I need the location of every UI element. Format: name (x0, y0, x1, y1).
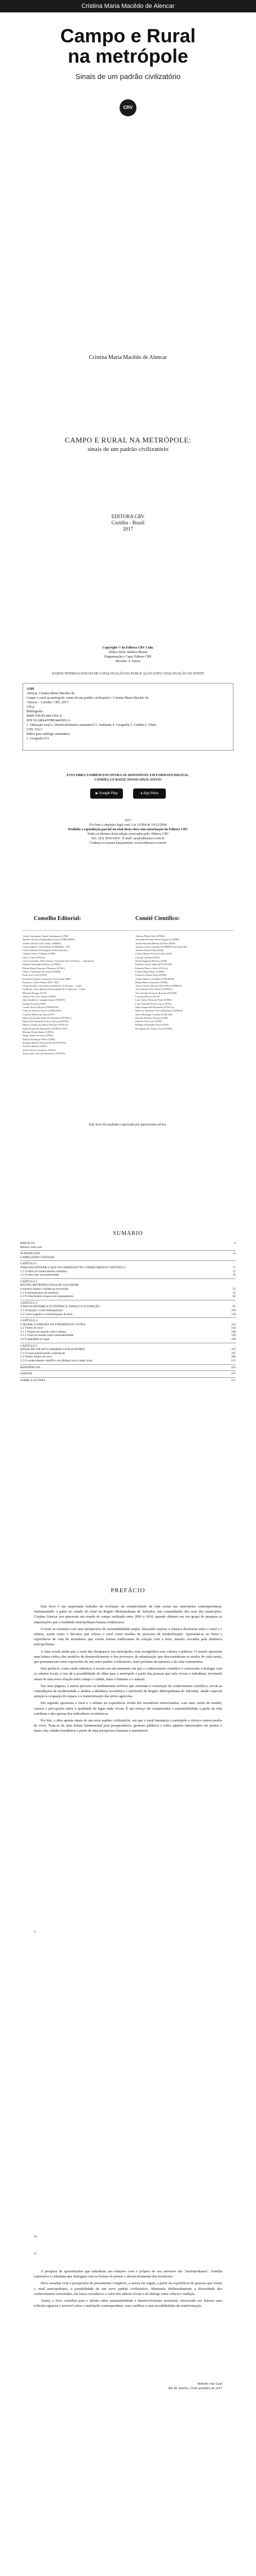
editorial-member: Lídia de Oliveira Xavier (UNIEURO) (23, 1009, 61, 1013)
scientific-member: Jorge Luís de Oliveira Pinto Filho (UFERSA) (135, 984, 182, 988)
toc-entry-page: 103 (231, 1308, 236, 1312)
toc-entry-page: 15 (232, 1252, 236, 1256)
cover-title-line1: Campo e Rural (60, 25, 196, 47)
toc-entry-title: SOBRE A AUTORA (20, 1378, 46, 1382)
toc-entry-title: 5.2 Outros modos de viver (20, 1355, 52, 1359)
toc-entry (20, 1334, 236, 1338)
toc-entry-title: CAPÍTULO 3 (20, 1301, 38, 1305)
editorial-member: Andréia da Silva Quintanilha Sousa (UNIR/UFRN) (23, 938, 75, 941)
toc-entry (20, 1266, 236, 1270)
scientific-member: Helga Midori Iwamoto (UFRB) (135, 980, 168, 984)
page-number: 11 (34, 2252, 37, 2255)
scientific-member: Antonio Carlos Giuliani (UNIMEP-Piracicaba-SP) (135, 945, 187, 948)
toc-entry-title: ANEXOS (20, 1372, 33, 1376)
scientific-member: Carlos Alberto Ferreira Lima (UnB) (135, 952, 172, 956)
toc-entry-title: O RURAL E URBANO NA EXPERIÊNCIA VIVIDA (20, 1322, 86, 1326)
editorial-member: Leonel Severo Rocha (UNISINOS) (23, 1005, 59, 1009)
toc-entry (20, 1252, 236, 1256)
toc-entry (20, 1242, 236, 1246)
toc-entry-title: REFERÊNCIAS (20, 1365, 41, 1369)
toc-entry-title: 1.1 O olhar do conhecimento científico (20, 1269, 67, 1273)
editorial-member: Eduardo Fernandes Barbosa (UFMG) (23, 963, 61, 966)
preface-paragraph: Este prefácio, como então sabemos, é escrito em um momento em que o conhecimento científico é convocado a dialogar com os saberes locais, e nos dá a possibilidade de olhar para a metrópole a partir das pessoas que nela vivem e trabalham, revelando sinais de uma nova relação entre campo e cidade, entre o humano e o natural. (34, 1667, 222, 1681)
toc-entry-title: 2.2 O crescimento urbano sem planejamento (20, 1295, 74, 1299)
editorial-member: Maria de Lourdes Pinto de Almeida (UNOESC) (23, 1016, 72, 1019)
toc-divider (20, 1377, 236, 1378)
toc-entry-page: 118 (231, 1312, 236, 1316)
toc-entry-title: 2.1 A infraestrutura do território (20, 1291, 59, 1295)
toc-divider (20, 1364, 236, 1365)
toc-entry (20, 1372, 236, 1376)
toc-entry-title: 4.1.1 Valores do mundo rural e urbano (20, 1330, 67, 1334)
editorial-member: Gloria Fariñas León (Universidade de La Havana – Cuba) (23, 984, 82, 988)
review-line: Revisão: A Autora (116, 660, 140, 663)
signature-name: Roberto José Leal (197, 2382, 222, 2386)
scientific-member: Antonio Isidro-Filho (UnB) (135, 949, 164, 952)
closing-page (0, 2246, 256, 2576)
editorial-member: Jailson Alves dos Santos (UFRJ) (23, 995, 56, 998)
preface-paragraph: O texto se estrutura com uma perspectiva de sustentabilidade ampla, buscando superar a clássica dicotomia entre o rural e o urbano, assim como o discurso que coloca o rural como resíduo do processo de modernização. Apresenta-se ao leitor a experiência de vida de moradores que vivem formas tradicionais de relação com a terra, mesmo cercados pela dinâmica metropolitana. (34, 1627, 222, 1647)
app-store-label: App Store (143, 792, 158, 795)
editorial-member: Sydione Santos (UEPG) (23, 1045, 47, 1048)
toc-entry-page: 35 (232, 1273, 236, 1277)
scientific-member: Claudio Gontijo (UFSJ) (135, 956, 160, 959)
toc-entry-title: COMEÇANDO A PENSAR (20, 1255, 55, 1259)
closing-body (34, 2269, 222, 2310)
toc-entry-title: 5.3 O conhecimento científico em diálogo com o saber local (20, 1359, 92, 1363)
toc-entry (20, 1323, 236, 1327)
toc-entry-page: 168 (231, 1338, 236, 1342)
editorial-member: Solange Helena Ximenes-Rocha (UFOPA) (23, 1041, 66, 1044)
toc-entry (20, 1326, 236, 1330)
toc-divider (20, 1260, 236, 1261)
publisher-name: EDITORA CRV (111, 514, 145, 519)
google-play-label: Google Play (99, 792, 118, 795)
scientific-member: Maurício Moreira e Silva Bernardes (UFRGS) (135, 1009, 183, 1013)
toc-entry-title: economia baiana e dinâmicas territoriais (20, 1287, 69, 1291)
editorial-member: Paulo Romualdo Hernandes (UNIFAL-MG) (23, 1027, 68, 1030)
toc-entry-page: 215 (231, 1359, 236, 1363)
scientific-member: Luiz Fernando Fortes Garcia (FAG) (135, 1002, 172, 1005)
editorial-member: Rodrigo Pratte-Santos (UFES) (23, 1031, 54, 1034)
layout-line: Diagramação e Capa: Editora CRV (104, 655, 152, 659)
legal-contact: Tel.: (41) 3039-6418 - E-mail: sac@editoracrv.com.br (91, 837, 165, 840)
page-number: 9 (34, 1930, 36, 1934)
digital-note-line2: CONHEÇA E BAIXE NOSSO APLICATIVO! (94, 778, 162, 782)
editorial-member: João Adalberto Campato Junior (UNESP) (23, 998, 65, 1002)
preface-paragraph: Em seguida, apresenta o rural e o urbano na experiência vivida dos moradores entrevistados, com suas visões de mundo, valores e percepções sobre a qualidade do lugar onde vivem. É um esforço de compreender a sustentabilidade a partir da vida cotidiana e não apenas dos indicadores econômicos. (34, 1701, 222, 1716)
toc-entry (20, 1287, 236, 1291)
toc-entry-page: 237 (231, 1372, 236, 1376)
title-page-author: Cristina Maria Macêdo de Alencar (89, 354, 167, 361)
copyright-block (23, 646, 233, 664)
toc-entry (20, 1338, 236, 1342)
signature-place-date: Rio de Janeiro, 19 de setembro de 2017 (168, 2387, 222, 2390)
toc-entry-title: PREFÁCIO (20, 1242, 35, 1245)
preface-paragraph: Por fim, a obra aponta sinais de um novo padrão civilizatório, em que o rural humaniza a metrópole e oferece outros modos de viver. Trata-se de uma leitura fundamental para pesquisadores, gestores públicos e todos aqueles interessados em pensar o futuro das cidades brasileiras a partir de uma perspectiva humana e sustentável. (34, 1719, 222, 1733)
cip-record-box (23, 683, 233, 751)
toc-entry-page: 85 (232, 1305, 236, 1309)
scientific-member: Maria Aparecida Bernardes (UFSCar) (135, 1005, 174, 1009)
legal-site: Conheça os nossos lançamentos: www.editoracrv.com.br (89, 842, 167, 845)
preface-body (34, 1604, 222, 1736)
crv-logo-icon: CRV (120, 99, 136, 116)
title-page-publisher-block (0, 514, 256, 532)
scientific-member: Ricardo Moreira Tavares (UnB) (135, 1016, 168, 1019)
legal-rights: Todos os direitos desta edição reservados pela: Editora CRV (87, 833, 169, 836)
toc-entry (20, 1262, 236, 1266)
editorial-member: Tadeu Oliver Gonçalves (UFPA) (23, 1048, 56, 1052)
preface-paragraph: Este livro é um importante trabalho de revelação da complexidade da vida social nas metrópoles contemporâneas, fundamentado a partir do estudo do rural na Região Metropolitana de Salvador, nas comunidades dos seus dez municípios. Cristina Alencar nos apresenta um estudo de campo realizado entre 2001 e 2010, quando debateu em seu grupo de pesquisa as inquietações que a realidade metropolitana baiana evidenciava. (34, 1605, 222, 1624)
scientific-member: Olavo Henrique Lordelo (UNILAB) (135, 1013, 173, 1016)
toc-entry-title: 3.2 Cultura agrária e transformação da terra (20, 1312, 73, 1316)
scientific-member: Gilmar Ribeiro de Mello (UNESPAR) (135, 977, 174, 980)
legal-block (23, 818, 233, 845)
cip-record-id: A368 (27, 687, 34, 691)
cip-line: 1. Geografia 911 (27, 737, 50, 741)
cover-title-line2: na metrópole (68, 46, 188, 67)
legal-prohibited: Proibida a reprodução parcial ou total desta obra sem autorização da Editora CRV (68, 828, 188, 831)
toc-entry (20, 1246, 236, 1250)
scientific-board-title: Comitê Científico: (135, 915, 180, 922)
toc-entry-title: 4.2 A qualidade do lugar (20, 1338, 50, 1342)
toc-entry (20, 1295, 236, 1299)
digital-note-line1: ESTA OBRA TAMBÉM ENCONTRA-SE DISPONÍVEL EM FORMATO DIGITAL. (67, 774, 189, 777)
preface-page (0, 1558, 256, 2247)
toc-entry-page: 197 (231, 1351, 236, 1355)
scientific-board-list (135, 935, 231, 1031)
scientific-member: Lucimar Roscoe (UCS) (135, 995, 160, 998)
toc-entry-page: 9 (234, 1242, 236, 1245)
editorial-member: Élsio José Corá (UFFS) (23, 974, 47, 977)
toc-entry-title: Roberto José Leal (20, 1245, 42, 1249)
scientific-member: Frederico Seixas Dias (UFRB) (135, 974, 167, 977)
publisher-city: Curitiba - Brasil (111, 520, 145, 525)
editorial-member: Simone Rodrigues Pinto (UNB) (23, 1037, 55, 1041)
editorial-member: Sérgio Nunes de Jesus (IFRO) (23, 1034, 54, 1037)
toc-entry-title: INTRODUÇÃO (20, 1252, 41, 1256)
toc-entry (20, 1379, 236, 1383)
cip-line: Alencar, Cristina Maria Macêdo de. (27, 692, 76, 695)
toc-entry-title: CAPÍTULO 1 (20, 1262, 38, 1266)
scientific-member: Rosangela dos Santos Alves (UFPE) (135, 1027, 173, 1030)
cip-line: Índice para catálogo sistemático (27, 733, 70, 736)
cip-line: 1. Educação rural 2. Desenvolvimento sustentável 3. Ambiente 4. Geografia 5. Cidades I. Título (27, 724, 157, 727)
toc-divider (20, 1250, 236, 1251)
summary-page (0, 1185, 256, 1558)
title-page (0, 339, 256, 621)
google-play-icon: ▶ (95, 792, 99, 795)
toc-entry-title: REGIÃO METROPOLITANA DE SALVADOR: (20, 1283, 80, 1287)
signature-block (141, 2382, 222, 2391)
page-number: 10 (34, 2235, 37, 2238)
editorial-board-list (23, 935, 118, 1055)
cover-subtitle: Sinais de um padrão civilizatório (75, 72, 181, 81)
editorial-board-title: Conselho Editorial: (34, 915, 81, 922)
editorial-member: Carlos Federico Dominguez Avila (Unieuro) (23, 949, 68, 952)
editorial-member: Guillermo Arias Beatón (Universidade de La Havana – Cuba) (23, 988, 86, 991)
editorial-member: Celso Conti (UFSCar) (23, 956, 46, 959)
scientific-member: Rodrigo Fernandes Freire (USP) (135, 1023, 169, 1027)
toc-entry-page: 149 (231, 1330, 236, 1334)
editorial-member: Antônio Pereira Gaio Júnior (UFRRJ) (23, 941, 61, 945)
toc-entry (20, 1291, 236, 1295)
toc-entry-title: CAPÍTULO 5 (20, 1344, 38, 1348)
editor-line: Editor-chefe: Railson Moura (108, 651, 148, 654)
toc-entry-page: 206 (231, 1355, 236, 1359)
preface-paragraph: A obra revela ainda que o rural não desaparece nas metrópoles, mas ressignifica seus valores e práticas. O estudo apresenta uma leitura crítica dos modelos de desenvolvimento e dos processos de urbanização que desconsideram os modos de vida rurais, que permanecem como expressões de um outro padrão civilizatório, mais próximo da natureza e da vida comunitária. (34, 1649, 222, 1664)
digital-note (23, 773, 233, 782)
toc-entry-page: 27 (232, 1265, 236, 1269)
scientific-member: André Eduardo Ribeiro da Silva (IFSP) (135, 941, 176, 945)
editorial-member: Cesar Gerónimo Tello (Univer. Nacional Três de Febrero – Argentina) (23, 960, 94, 963)
google-play-badge[interactable] (90, 788, 123, 799)
legal-year: 2017 (125, 819, 131, 822)
apple-icon: ● (140, 792, 143, 795)
editorial-member: Aldira Guimarães Duarte Domínguez (UNB) (23, 935, 69, 937)
toc-entry (20, 1359, 236, 1363)
preface-heading: PREFÁCIO (111, 1587, 145, 1594)
toc-entry (20, 1330, 236, 1334)
toc-entry (20, 1348, 236, 1352)
copyright-line: Copyright © da Editora CRV Ltda. (102, 646, 154, 650)
toc-entry-page: 257 (231, 1378, 236, 1382)
table-of-contents (20, 1242, 236, 1382)
cip-line: DOI 10.24824/978854441901.4 (27, 719, 70, 722)
toc-entry-page: 62 (232, 1295, 236, 1299)
toc-entry-title: CAPÍTULO 4 (20, 1319, 38, 1323)
toc-entry-title: CAPÍTULO 2 (20, 1280, 38, 1283)
closing-paragraph: Devo ressaltar com a perspectiva do pensamento complexo, a autora faz seguir, a partir da experiência de pessoas que vivem o rural metropolitano, a possibilidade de um novo padrão civilizatório. Mantendo deliberadamente a diversidade dos conhecimentos envolvidos, ela busca reconhecer o valor dos saberes locais e do diálogo entre ciência e tradição. (34, 2281, 222, 2296)
preface-paragraph: Nas suas páginas, a autora percorre os fundamentos teóricos que orientam a construção do conhecimento científico, revela as contradições da modernidade e analisa a dinâmica econômica e territorial da Região Metropolitana de Salvador, dando especial atenção à ocupação do espaço e à transformação das terras agrícolas. (34, 1684, 222, 1699)
editorial-member: Elizeu Clementino de Souza (UNEB) (23, 970, 61, 973)
editorial-member: Tania Suely Azevedo Brasileiro (UFOPA) (23, 1052, 65, 1055)
toc-entry (20, 1309, 236, 1313)
toc-divider (20, 1370, 236, 1371)
scientific-member: Alexandre Peixoto Faria Nogueira (UFRB) (135, 938, 179, 941)
editorial-member: Helmuth Krüger (UCP) (23, 991, 47, 995)
summary-heading: SUMÁRIO (113, 1230, 143, 1237)
editorial-member: Maria Cristina dos Santos Bezerra (UFSCar) (23, 1023, 68, 1027)
editorial-member: Josania Portela (UFPI) (23, 1002, 46, 1005)
toc-entry (20, 1319, 236, 1323)
cip-line: Campo e rural na metrópole: sinais de um padrão civilizatório / Cristina Maria Macêdo de (27, 696, 149, 700)
cip-heading: DADOS INTERNACIONAIS DE CATALOGAÇÃO NA PUBLICAÇÃO (CIP) CATALOGAÇÃO NA FONTE (52, 672, 204, 676)
toc-entry (20, 1283, 236, 1287)
cover-title (0, 26, 256, 67)
scientific-member: José Antônio Felix Brasil (UNIFAL) (135, 988, 173, 991)
toc-entry (20, 1352, 236, 1356)
toc-entry-title: 3.1 Ocupação e rural metropolitano (20, 1308, 63, 1312)
toc-entry (20, 1313, 236, 1317)
cip-line: CDU 316.3 (27, 728, 42, 731)
scientific-member: Eduardo Pinto e Silva (UFSCar) (135, 966, 169, 970)
toc-entry-page: 225 (231, 1365, 236, 1369)
toc-divider (20, 1278, 236, 1279)
app-store-badge[interactable] (133, 788, 166, 799)
scientific-member: Daniel Augusto Moreira (USP) (135, 960, 167, 963)
editorial-member: Fernando Antônio Gonçalves Alcoforado (IPB) (23, 977, 71, 980)
review-footnote: Este livro foi avaliado e aprovado por pareceristas ad hoc. (89, 1123, 167, 1127)
cip-record-lines (27, 691, 229, 741)
editorial-member: Elione Maria Nogueira Diogenes (UFAL) (23, 966, 65, 970)
cip-line: Alencar – Curitiba: CRV, 2017. (27, 701, 69, 704)
boards-divider (23, 930, 233, 931)
cover-author-bar: Cristina Maria Macêdo de Alencar (0, 0, 256, 12)
toc-entry (20, 1273, 236, 1277)
title-page-subtitle: sinais de um padrão civilizatório (87, 446, 169, 453)
toc-entry-title: SINAIS DE UM NOVO PADRÃO CIVILIZATÓRIO (20, 1348, 85, 1352)
legal-deposit: Foi feito o depósito legal conf. Lei 10.994 de 14/12/2004 (89, 823, 167, 827)
cip-line: ISBN 978-85-444-1901-4 (27, 715, 62, 718)
editorial-member: Lourdes Helena da Silva (UFV) (23, 1013, 55, 1016)
catalog-page (0, 621, 256, 904)
scientific-member: Eduardo Lima Caldas (EACH/USP) (135, 963, 173, 966)
toc-entry-page: 187 (231, 1348, 236, 1352)
cover-page (0, 0, 256, 339)
toc-entry-page: 143 (231, 1322, 236, 1326)
editorial-member: Carlos Alberto Vilar Estêvão (UMINHO – PT) (23, 945, 70, 948)
toc-entry-title: 1.2 A outra face da modernidade (20, 1273, 59, 1277)
toc-entry-page: 55 (232, 1291, 236, 1295)
toc-entry-title: 4.1.2 Visão de mundo sobre sustentabilidade (20, 1334, 74, 1338)
toc-divider (20, 1317, 236, 1318)
editorial-member: Maria Lília Imbiriba Sousa Colares (UFOPA) (23, 1020, 69, 1023)
scientific-member: Evaldo Maia Junior (UFRB) (135, 970, 165, 973)
toc-entry-page: 144 (231, 1326, 236, 1330)
scientific-member: Adriana Flávia Neu (UFSM) (135, 935, 165, 937)
editorial-member: Carmen Tereza Velanga (UNIR) (23, 952, 55, 956)
closing-paragraph: Assim, o livro contribui para o debate sobre sustentabilidade e desenvolvimento territorial, oferecendo aos leitores uma reflexão rigorosa e sensível sobre a metrópole contemporânea, seus conflitos e suas possibilidades de transformação. (34, 2299, 222, 2308)
toc-entry-page: 158 (231, 1334, 236, 1338)
cip-line: 236 p. (27, 706, 35, 709)
toc-entry-title: 5.1 O rural humanizando a metrópole (20, 1351, 65, 1355)
toc-entry (20, 1305, 236, 1309)
toc-entry-page: 51 (232, 1287, 236, 1291)
editorial-member: Francisco Carlos Duarte (PUC-PR) (23, 980, 59, 984)
toc-entry (20, 1256, 236, 1260)
toc-entry-title: A RM NA DINÂMICA ECONÔMICA: ESPAÇO E OCUPAÇÃO (20, 1305, 100, 1309)
cip-line: Bibliografia (27, 710, 43, 713)
toc-entry (20, 1366, 236, 1370)
toc-entry-title: 4.1 Visões do rural (20, 1326, 43, 1330)
toc-entry-page: 27 (232, 1269, 236, 1273)
boards-page (0, 903, 256, 1186)
scientific-member: Luiz Carlos Delorme Prado (UFRJ) (135, 998, 172, 1002)
scientific-member: José Arnaldo Frutuoso Roveda (UNESP) (135, 991, 177, 995)
toc-entry-title: PARA ENCONTRAR O QUE FOI SEPARADO NO CONHECIMENTO CIENTÍFICO (20, 1265, 126, 1269)
closing-paragraph: A pesquisa de aprendizados que trabalham nas relações com o próprio de seu universo são "metropolitanas". Família expressiva e cidadania que dialogam com as formas de pensar o desenvolvimento dos territórios. (34, 2270, 222, 2279)
scientific-member: Roberto José Leal (UFPE) (135, 1020, 162, 1023)
title-page-title: CAMPO E RURAL NA METRÓPOLE: (65, 436, 191, 444)
publication-year: 2017 (123, 526, 133, 532)
